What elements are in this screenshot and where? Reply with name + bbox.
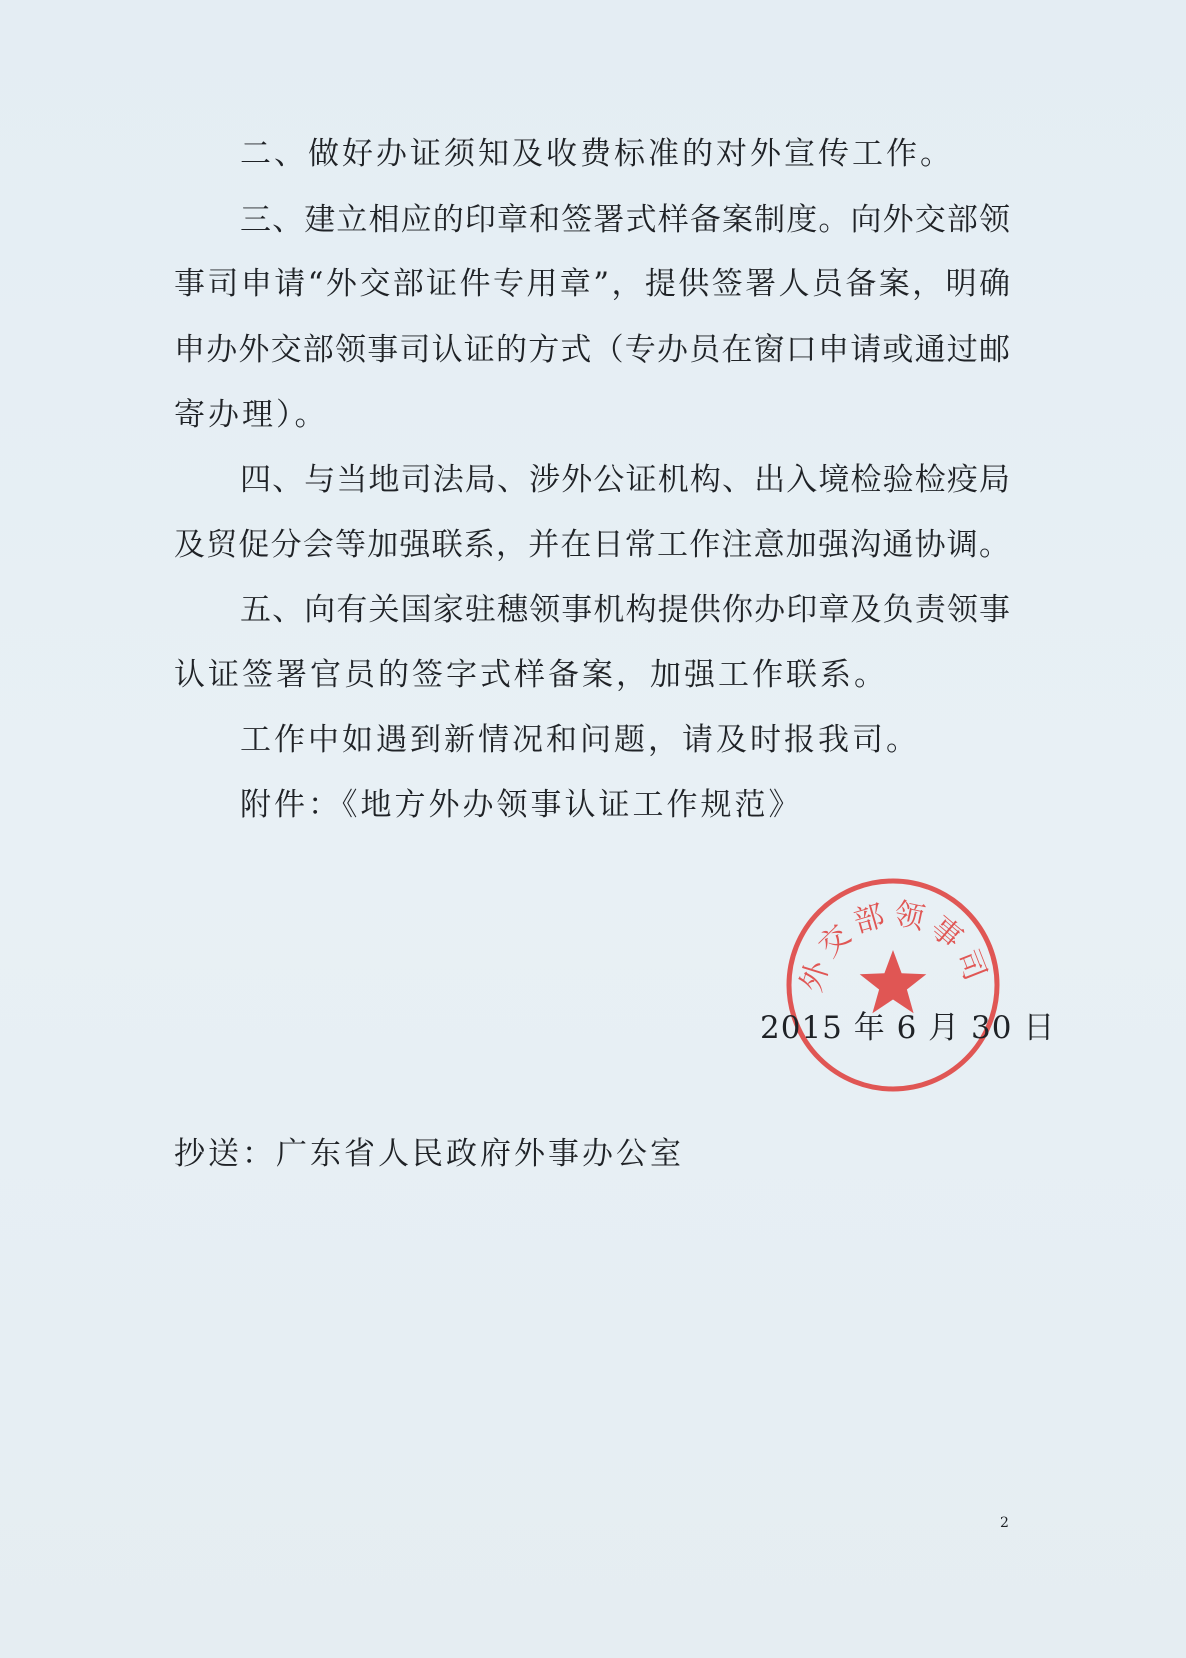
paragraph-line: 申办外交部领事司认证的方式（专办员在窗口申请或通过邮 (174, 332, 1010, 368)
page-number: 2 (1000, 1515, 1009, 1531)
paragraph-line: 及贸促分会等加强联系，并在日常工作注意加强沟通协调。 (174, 527, 1010, 563)
seal-text: 外交部领事司 (794, 896, 995, 996)
official-seal (782, 874, 1004, 1096)
paragraph-line: 事司申请“外交部证件专用章”，提供签署人员备案，明确 (174, 266, 1010, 302)
paragraph-line: 二、做好办证须知及收费标准的对外宣传工作。 (240, 136, 954, 172)
paragraph-line: 寄办理）。 (174, 397, 329, 433)
paragraph-line: 五、向有关国家驻穗领事机构提供你办印章及负责领事 (240, 592, 1010, 628)
paragraph-line: 四、与当地司法局、涉外公证机构、出入境检验检疫局 (240, 462, 1010, 498)
paragraph-line: 工作中如遇到新情况和问题，请及时报我司。 (240, 722, 920, 758)
seal-star-icon (860, 950, 927, 1013)
attachment-line: 附件：《地方外办领事认证工作规范》 (240, 787, 803, 823)
paragraph-line: 认证签署官员的签字式样备案，加强工作联系。 (174, 657, 888, 693)
cc-line: 抄送：广东省人民政府外事办公室 (174, 1136, 684, 1172)
paragraph-line: 三、建立相应的印章和签署式样备案制度。向外交部领 (240, 202, 1010, 238)
document-date: 2015 年 6 月 30 日 (760, 1010, 1056, 1046)
